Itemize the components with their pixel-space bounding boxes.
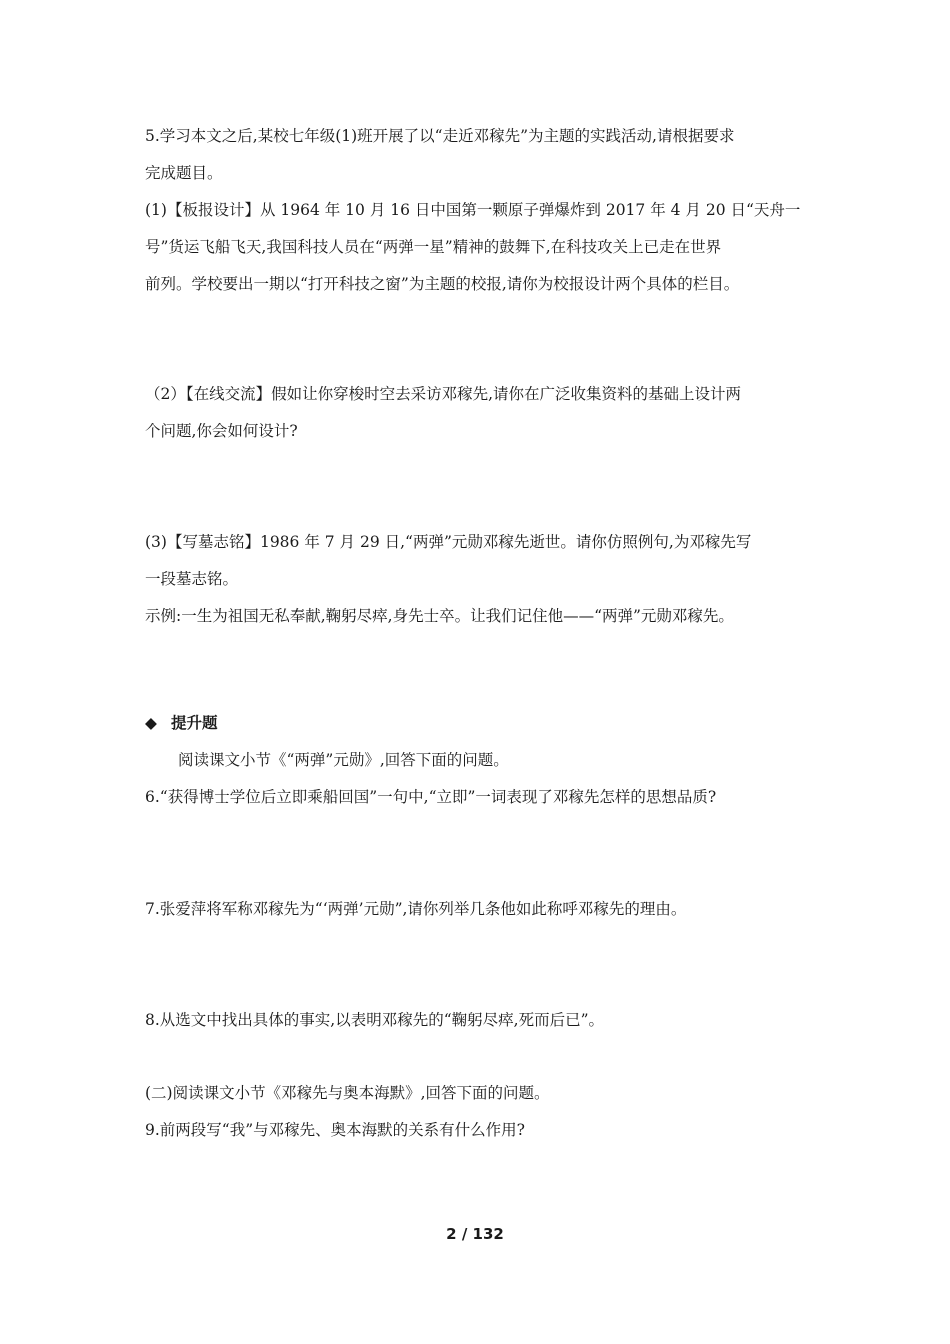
part2-instruction: (二)阅读课文小节《邓稼先与奥本海默》,回答下面的问题。 [145, 1084, 550, 1102]
question-6: 6.“获得博士学位后立即乘船回国”一句中,“立即”一词表现了邓稼先怎样的思想品质? [145, 788, 717, 806]
diamond-bullet-icon: ◆ [145, 714, 157, 732]
q5-example: 示例:一生为祖国无私奉献,鞠躬尽瘁,身先士卒。让我们记住他——“两弹”元勋邓稼先。 [145, 607, 734, 625]
q5-part1-line-3: 前列。学校要出一期以“打开科技之窗”为主题的校报,请你为校报设计两个具体的栏目。 [145, 275, 740, 293]
q5-part3-line-1: (3)【写墓志铭】1986 年 7 月 29 日,“两弹”元勋邓稼先逝世。请你仿照例句,为邓稼先写 [145, 533, 752, 551]
q5-part1-line-2: 号”货运飞船飞天,我国科技人员在“两弹一星”精神的鼓舞下,在科技攻关上已走在世界 [145, 238, 722, 256]
question-7: 7.张爱萍将军称邓稼先为“‘两弹’元勋”,请你列举几条他如此称呼邓稼先的理由。 [145, 900, 687, 918]
question-9: 9.前两段写“我”与邓稼先、奥本海默的关系有什么作用? [145, 1121, 525, 1139]
section-title: 提升题 [171, 714, 218, 732]
question-8: 8.从选文中找出具体的事实,以表明邓稼先的“鞠躬尽瘁,死而后已”。 [145, 1011, 604, 1029]
section-instruction: 阅读课文小节《“两弹”元勋》,回答下面的问题。 [178, 751, 509, 769]
page-number: 2 / 132 [446, 1225, 504, 1243]
q5-part1-line-1: (1)【板报设计】从 1964 年 10 月 16 日中国第一颗原子弹爆炸到 2017 年 4 月 20 日“天舟一 [145, 201, 801, 219]
section-heading [145, 713, 218, 733]
q5-intro-line-1: 5.学习本文之后,某校七年级(1)班开展了以“走近邓稼先”为主题的实践活动,请根据要求 [145, 127, 735, 145]
q5-part2-line-1: （2）【在线交流】假如让你穿梭时空去采访邓稼先,请你在广泛收集资料的基础上设计两 [145, 385, 742, 403]
q5-part2-line-2: 个问题,你会如何设计? [145, 422, 298, 440]
q5-part3-line-2: 一段墓志铭。 [145, 570, 239, 588]
q5-intro-line-2: 完成题目。 [145, 164, 223, 182]
